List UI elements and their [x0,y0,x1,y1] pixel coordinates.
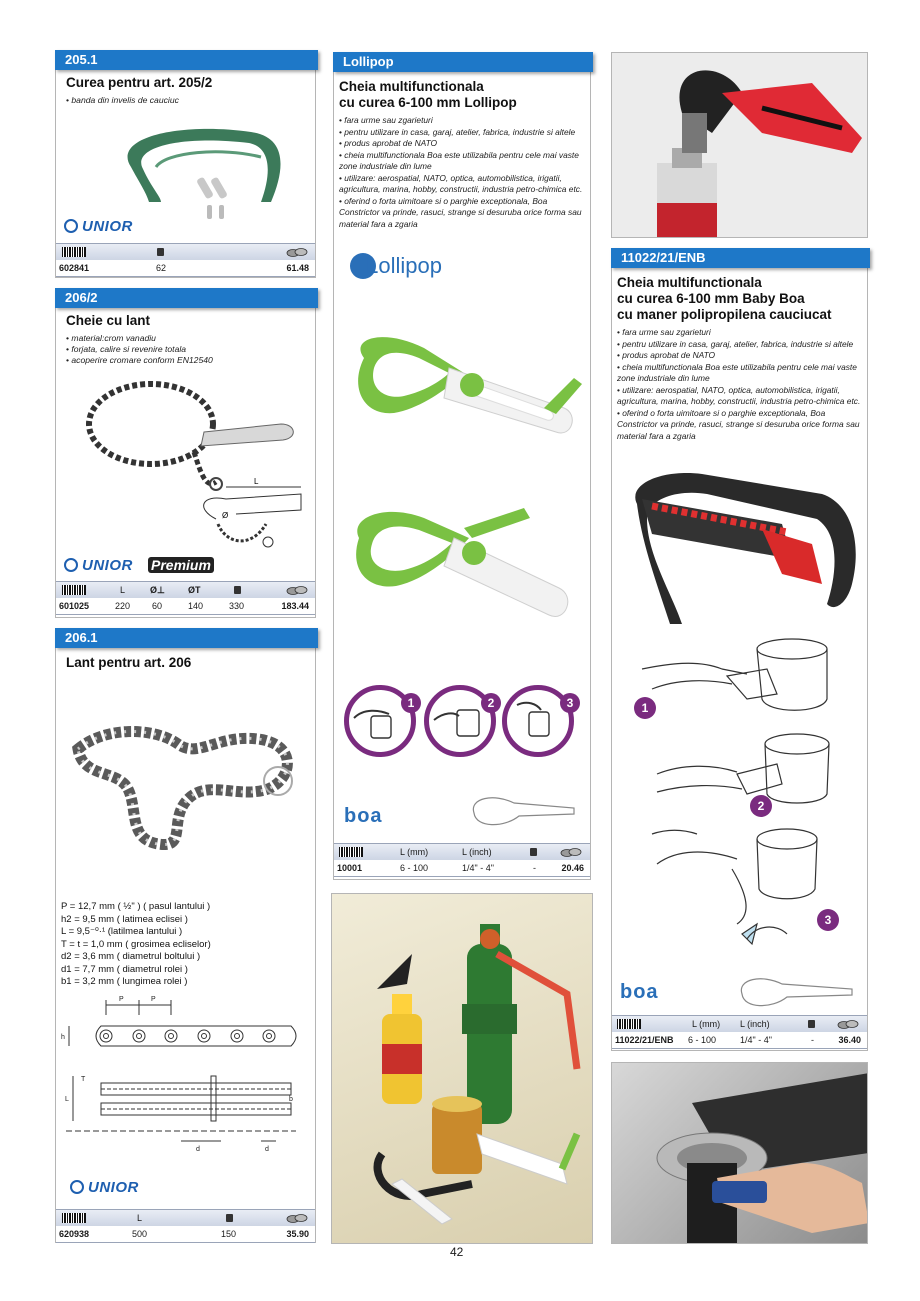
price-value: 35.90 [286,1229,309,1239]
feature-item: • oferind o forta uimitoare si o parghie exceptionala, Boa Constrictor va prinde, rasuci, strange si desuruba orice forma sau material fara a zgaria [617,408,865,443]
bottles-photo [331,893,593,1244]
chain-specs [61,901,211,989]
drawing-label-L: L [65,1096,69,1103]
barcode-icon [62,247,86,257]
spec-line: T = t = 1,0 mm ( grosimea ecliselor) [61,938,211,950]
coins-icon [286,585,308,595]
table-row [334,860,590,877]
tab-205-1: 205.1 [55,50,318,70]
step-number-3: 3 [817,909,839,931]
weight-value: 150 [221,1229,237,1239]
feature-list [617,327,865,442]
feature-item: • material:crom vanadiu [66,333,213,344]
tab-lollipop: Lollipop [333,52,593,72]
boa-logo: boa [344,805,383,827]
price-value: 20.46 [561,863,584,873]
spec-line: L = 9,5⁻⁰·¹ (latilmea lantului ) [61,926,183,937]
product-title: Cheie cu lant [66,313,151,328]
header-length: L [137,1213,143,1223]
feature-item: • oferind o forta uimitoare si o parghie exceptionala, Boa Constrictor va prinde, rasuci, strange si desuruba orice forma sau material fara a zgaria [339,196,589,231]
roller-chain-image [68,719,308,859]
coins-icon [286,247,308,257]
length-value: 220 [115,601,131,611]
step-number-3: 3 [560,693,580,713]
drawing-label-P2: P [151,996,156,1003]
feature-item: • utilizare: aerospatial, NATO, optica, automobilistica, irigatii, agricultura, marina, hobby, constructii, industria petro-chimica etc. [339,173,589,196]
drawing-label-T: T [81,1076,86,1083]
unior-logo: UNIOR [70,1179,139,1196]
length-value: 500 [132,1229,148,1239]
coins-icon [837,1019,859,1029]
article-code: 602841 [59,263,90,273]
title-line: cu curea 6-100 mm Lollipop [339,95,517,110]
price-value: 61.48 [286,263,309,273]
spec-line: d1 = 7,7 mm ( diametrul rolei ) [61,963,188,975]
article-code: 601025 [59,601,90,611]
table-header [56,243,315,261]
page-number: 42 [450,1245,464,1259]
header-length-mm: L (mm) [400,847,429,857]
drawing-label-b: b [289,1096,293,1103]
length-mm-value: 6 - 100 [688,1035,717,1045]
tab-enb: 11022/21/ENB [611,248,870,268]
feature-item: • forjata, calire si revenire totala [66,344,213,355]
chain-wrench-image [76,374,311,554]
weight-icon [808,1020,815,1028]
weight-value: - [811,1035,814,1045]
step-number-2: 2 [481,693,501,713]
feature-item: • cheia multifunctionala Boa este utilizabila pentru cele mai vaste zone industriale din lume [617,362,865,385]
table-row [56,1226,315,1243]
barcode-icon [617,1019,641,1029]
strap-outline-drawing [732,969,862,1014]
product-title [339,79,517,111]
feature-item: • utilizare: aerospatial, NATO, optica, automobilistica, irigatii, agricultura, marina, hobby, constructii, industria petro-chimica etc. [617,385,865,408]
weight-icon [226,1214,233,1222]
weight-icon [157,248,164,256]
article-code: 11022/21/ENB [615,1035,674,1045]
rubber-strap-image [101,107,301,222]
feature-item: • fara urme sau zgarieturi [339,115,589,127]
title-line: cu maner polipropilena cauciucat [617,307,832,322]
drawing-label-d: Ø [222,511,229,520]
barcode-icon [62,585,86,595]
title-line: cu curea 6-100 mm Baby Boa [617,291,805,306]
feature-item: • produs aprobat de NATO [617,350,865,362]
feature-item: • pentru utilizare in casa, garaj, atelier, fabrica, industrie si altele [339,127,589,139]
card-205-1 [55,50,316,278]
lollipop-logo-text: Lollipop [366,253,442,278]
strap-outline-drawing [464,788,584,833]
drawing-label-L: L [254,477,259,486]
length-inch-value: 1/4" - 4" [462,863,494,873]
card-206-1 [55,628,316,1243]
barcode-icon [339,847,363,857]
article-code: 620938 [59,1229,90,1239]
feature-list [66,95,179,106]
weight-value: 330 [229,601,245,611]
table-header [56,1209,315,1227]
weight-value: 62 [156,263,167,273]
weight-icon [234,586,241,594]
spec-line: h2 = 9,5 mm ( latimea eclisei ) [61,913,188,925]
header-length-mm: L (mm) [692,1019,721,1029]
drawing-label-d1: d [265,1146,269,1153]
product-title [617,275,832,323]
lollipop-green-strap-image-2 [344,498,584,628]
diameter-min-value: 60 [152,601,163,611]
length-mm-value: 6 - 100 [400,863,429,873]
feature-item: • fara urme sau zgarieturi [617,327,865,339]
premium-badge: Premium [148,557,214,573]
card-lollipop [333,52,591,880]
tab-206-1: 206.1 [55,628,318,648]
table-row [612,1032,867,1049]
boa-logo: boa [620,981,659,1003]
price-value: 36.40 [838,1035,861,1045]
red-wrench-scene [612,53,868,238]
feature-item: • acoperire cromare conform EN12540 [66,355,213,366]
drawing-label-d2: d [196,1146,200,1153]
article-code: 10001 [337,863,363,873]
table-row [56,598,315,615]
step-number-2: 2 [750,795,772,817]
sink-drain-photo [611,1062,868,1244]
chain-technical-drawing [61,991,311,1161]
table-row [56,260,315,277]
header-diameter-max: ØT [188,585,201,595]
card-enb [611,248,868,1051]
step-number-1: 1 [401,693,421,713]
lollipop-green-strap-image-1 [344,328,584,448]
header-diameter-min: Ø⊥ [150,585,165,595]
feature-item: • produs aprobat de NATO [339,138,589,150]
baby-boa-wrench-image [622,464,862,624]
spec-line: b1 = 3,2 mm ( lungimea rolei ) [61,976,188,987]
header-length-inch: L (inch) [462,847,492,857]
feature-item: • cheia multifunctionala Boa este utilizabila pentru cele mai vaste zone industriale din lume [339,150,589,173]
feature-item: • pentru utilizare in casa, garaj, atelier, fabrica, industrie si altele [617,339,865,351]
title-line: Cheia multifunctionala [617,275,762,290]
lollipop-logo [350,253,442,279]
title-line: Cheia multifunctionala [339,79,484,94]
red-wrench-photo [611,52,868,238]
feature-list [66,333,213,367]
header-length-inch: L (inch) [740,1019,770,1029]
sink-drain-scene [612,1063,868,1244]
bottles-scene [332,894,593,1244]
product-title: Curea pentru art. 205/2 [66,75,213,90]
unior-logo: UNIOR [64,218,133,235]
coins-icon [286,1213,308,1223]
spec-line: P = 12,7 mm ( ½" ) ( pasul lantului ) [61,901,211,912]
feature-list [339,115,589,230]
weight-value: - [533,863,536,873]
weight-icon [530,848,537,856]
product-title: Lant pentru art. 206 [66,655,192,670]
drawing-label-P: P [119,996,124,1003]
length-inch-value: 1/4" - 4" [740,1035,772,1045]
card-206-2 [55,288,316,618]
table-header [334,843,590,861]
table-header [612,1015,867,1033]
spec-line: d2 = 3,6 mm ( diametrul boltului ) [61,951,201,962]
diameter-max-value: 140 [188,601,204,611]
price-value: 183.44 [281,601,309,611]
header-length: L [120,585,126,595]
tab-206-2: 206/2 [55,288,318,308]
feature-item: • banda din invelis de cauciuc [66,95,179,106]
table-header [56,581,315,599]
barcode-icon [62,1213,86,1223]
drawing-label-h: h [61,1034,65,1041]
unior-logo: UNIOR [64,557,133,574]
step-number-1: 1 [634,697,656,719]
coins-icon [560,847,582,857]
